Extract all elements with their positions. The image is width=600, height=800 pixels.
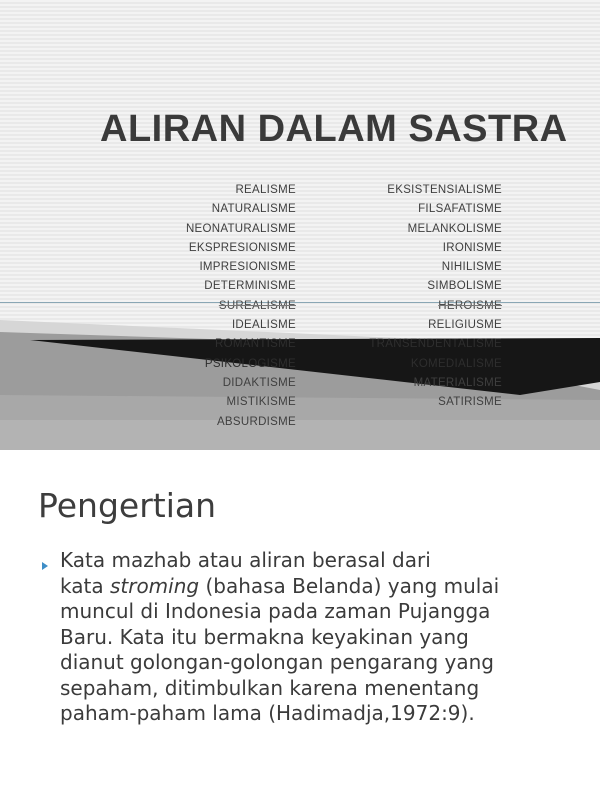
definition-paragraph bbox=[60, 548, 580, 727]
paragraph-line: dianut golongan-golongan pengarang yang bbox=[60, 650, 494, 674]
list-item: MELANKOLISME bbox=[407, 222, 502, 235]
list-item: ROMANTISME bbox=[215, 338, 296, 351]
list-item: NATURALISME bbox=[211, 203, 296, 216]
list-item: EKSPRESIONISME bbox=[188, 241, 296, 254]
paragraph-line: paham-paham lama (Hadimadja,1972:9). bbox=[60, 701, 475, 725]
list-item: REALISME bbox=[235, 184, 296, 196]
bullet-arrow-icon bbox=[42, 562, 48, 570]
list-item: IRONISME bbox=[442, 241, 502, 254]
list-item: KOMEDIALISME bbox=[410, 357, 502, 370]
list-item: IDEALISME bbox=[231, 319, 296, 332]
paragraph-line: sepaham, ditimbulkan karena menentang bbox=[60, 675, 480, 700]
paragraph-line: muncul di Indonesia pada zaman Pujangga bbox=[60, 599, 491, 623]
decorative-bands bbox=[0, 300, 600, 450]
paragraph-line bbox=[60, 574, 580, 600]
text-segment: kata bbox=[60, 573, 110, 598]
list-item: SATIRISME bbox=[438, 396, 502, 409]
band-bottom bbox=[0, 420, 600, 450]
slide-title: ALIRAN DALAM SASTRA bbox=[100, 108, 568, 150]
list-item: NEONATURALISME bbox=[185, 222, 296, 235]
text-segment: (bahasa Belanda) yang mulai bbox=[199, 573, 500, 598]
title-divider-line bbox=[0, 302, 600, 303]
list-item: EKSISTENSIALISME bbox=[387, 184, 502, 196]
list-item: SIMBOLISME bbox=[427, 280, 502, 293]
paragraph-line: Kata mazhab atau aliran berasal dari bbox=[60, 548, 431, 572]
italic-term: stroming bbox=[109, 573, 200, 598]
list-item: ABSURDISME bbox=[216, 415, 296, 428]
slide-pengertian bbox=[0, 450, 600, 800]
list-item: SUREALISME bbox=[218, 299, 296, 312]
list-item: FILSAFATISME bbox=[418, 203, 502, 216]
list-item: MISTIKISME bbox=[226, 396, 296, 409]
section-heading: Pengertian bbox=[38, 486, 217, 525]
list-item: NIHILISME bbox=[441, 261, 502, 274]
aliran-list-right bbox=[369, 181, 502, 413]
list-item: RELIGIUSME bbox=[428, 319, 502, 332]
list-item: HEROISME bbox=[438, 299, 502, 312]
list-item: DIDAKTISME bbox=[222, 376, 296, 389]
paragraph-line: Baru. Kata itu bermakna keyakinan yang bbox=[60, 624, 469, 649]
list-item: DETERMINISME bbox=[204, 280, 296, 293]
list-item: IMPRESIONISME bbox=[199, 261, 296, 274]
list-item: PSIKOLOGISME bbox=[204, 357, 296, 370]
list-item: MATERIALISME bbox=[413, 376, 502, 389]
list-item: TRANSENDENTALISME bbox=[369, 338, 502, 351]
aliran-list-left bbox=[186, 181, 296, 432]
